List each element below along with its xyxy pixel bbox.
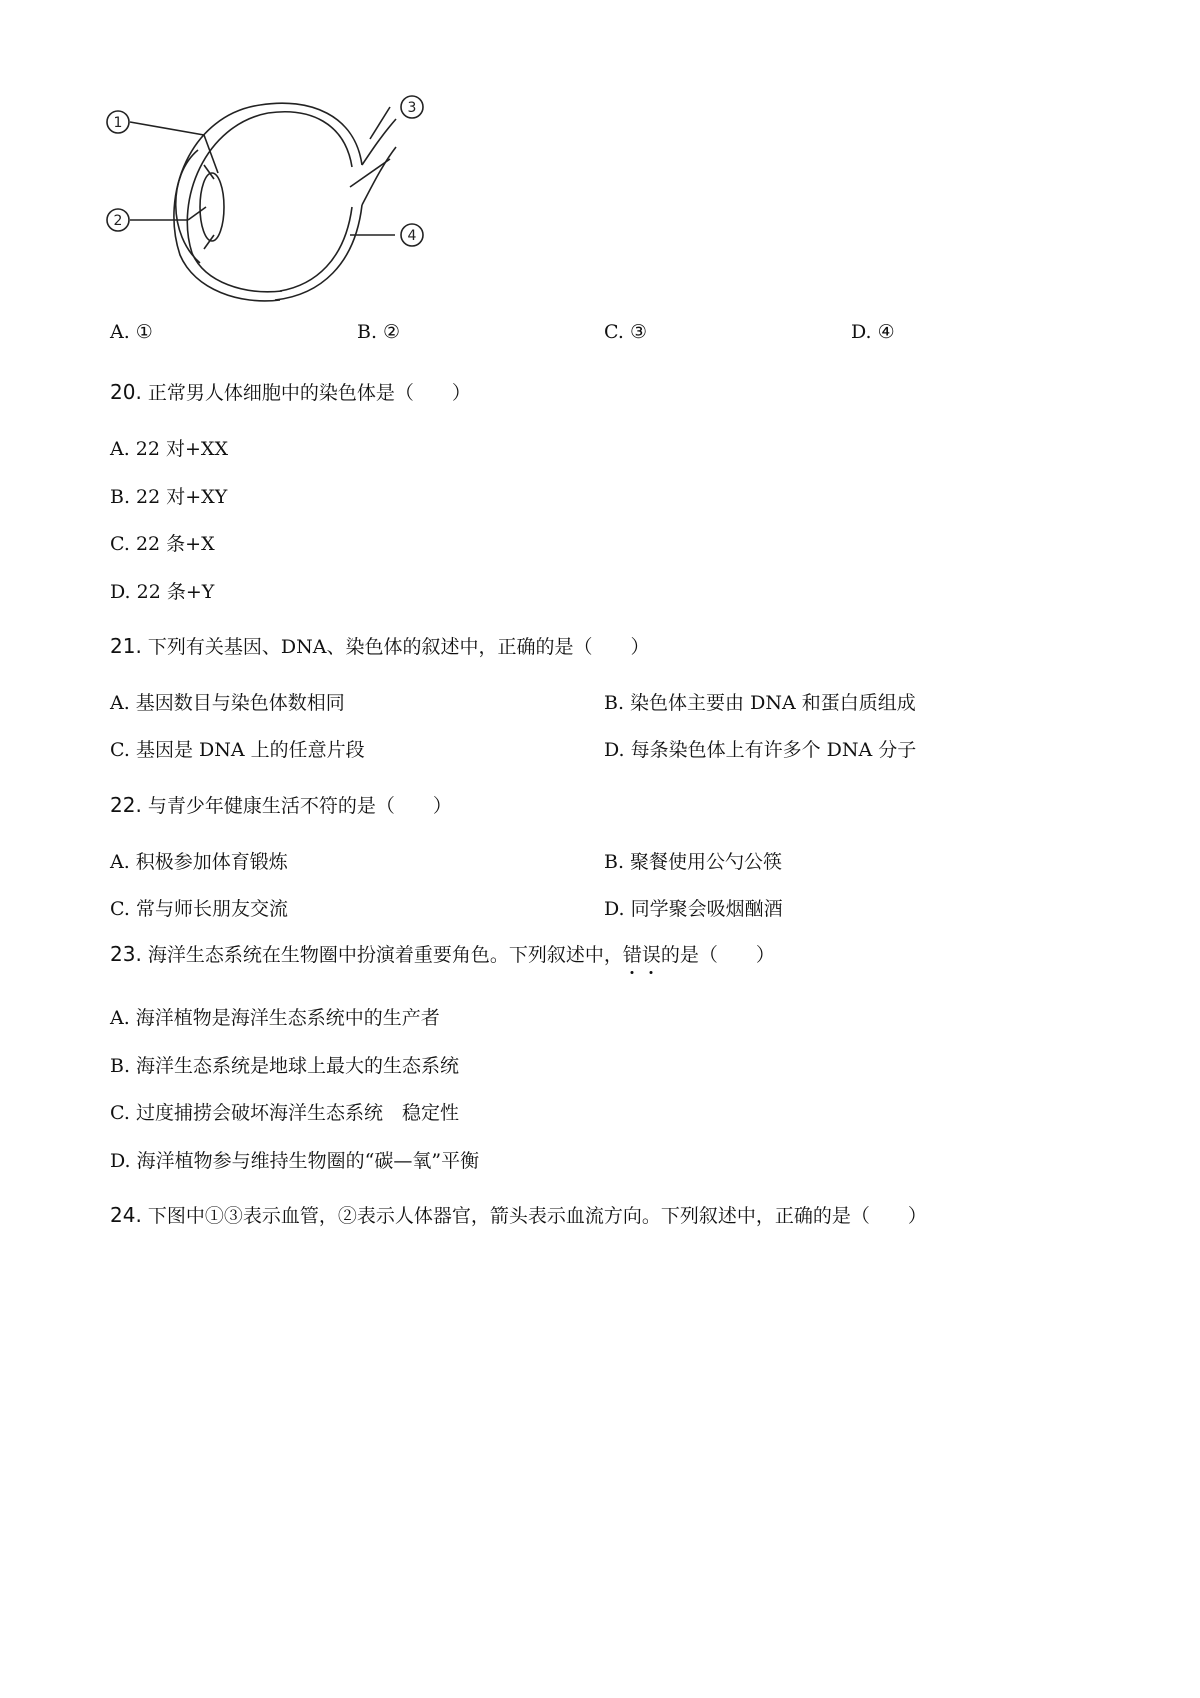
q23-option-d[interactable]: D. 海洋植物参与维持生物圈的“碳—氧”平衡: [110, 1150, 480, 1172]
label-3: 3: [407, 100, 417, 116]
q23-option-a[interactable]: A. 海洋植物是海洋生态系统中的生产者: [110, 1007, 440, 1029]
q23-text-pre: 海洋生态系统在生物圈中扮演着重要角色。下列叙述中，: [147, 944, 623, 966]
q22-option-d[interactable]: D. 同学聚会吸烟酗酒: [604, 898, 783, 920]
lens-shape: [200, 173, 224, 241]
q22-option-c[interactable]: C. 常与师长朋友交流: [110, 898, 288, 920]
q23-text-post: 的是（ ）: [660, 944, 775, 966]
label-4: 4: [407, 228, 417, 244]
q23-option-b[interactable]: B. 海洋生态系统是地球上最大的生态系统: [110, 1055, 460, 1077]
q20-number: 20.: [110, 380, 142, 404]
eye-diagram: [100, 95, 480, 310]
q21-option-b[interactable]: B. 染色体主要由 DNA 和蛋白质组成: [604, 692, 916, 714]
q21-option-a[interactable]: A. 基因数目与染色体数相同: [110, 692, 345, 714]
label-2: 2: [113, 213, 123, 229]
q20-stem: [110, 380, 471, 405]
sclera-arc: [174, 105, 280, 301]
q20-option-c[interactable]: C. 22 条+X: [110, 533, 215, 555]
q23-emphasis-1: 错: [622, 944, 642, 966]
label-1: 1: [113, 115, 123, 131]
q22-stem: [110, 793, 452, 818]
q20-option-d[interactable]: D. 22 条+Y: [110, 581, 215, 603]
q21-stem: [110, 634, 649, 659]
q19-option-a[interactable]: A. ①: [110, 321, 153, 343]
q23-number: 23.: [110, 942, 142, 966]
q21-option-d[interactable]: D. 每条染色体上有许多个 DNA 分子: [604, 739, 917, 761]
q24-text: 下图中①③表示血管，②表示人体器官，箭头表示血流方向。下列叙述中，正确的是（ ）: [147, 1205, 927, 1227]
q22-option-b[interactable]: B. 聚餐使用公勺公筷: [604, 851, 783, 873]
q19-option-d[interactable]: D. ④: [851, 321, 895, 343]
q22-option-a[interactable]: A. 积极参加体育锻炼: [110, 851, 288, 873]
q24-number: 24.: [110, 1203, 142, 1227]
q22-number: 22.: [110, 793, 142, 817]
q20-option-a[interactable]: A. 22 对+XX: [110, 438, 228, 460]
q24-stem: [110, 1203, 927, 1228]
q23-option-c[interactable]: C. 过度捕捞会破坏海洋生态系统 稳定性: [110, 1102, 459, 1124]
q20-option-b[interactable]: B. 22 对+XY: [110, 486, 228, 508]
q22-text: 与青少年健康生活不符的是（ ）: [147, 795, 452, 817]
q23-stem: [110, 942, 775, 967]
q21-number: 21.: [110, 634, 142, 658]
q19-option-c[interactable]: C. ③: [604, 321, 647, 343]
q21-option-c[interactable]: C. 基因是 DNA 上的任意片段: [110, 739, 365, 761]
q21-text: 下列有关基因、DNA、染色体的叙述中，正确的是（ ）: [147, 636, 650, 658]
q23-emphasis-2: 误: [641, 944, 661, 966]
q19-option-b[interactable]: B. ②: [357, 321, 401, 343]
q20-text: 正常男人体细胞中的染色体是（ ）: [147, 382, 471, 404]
